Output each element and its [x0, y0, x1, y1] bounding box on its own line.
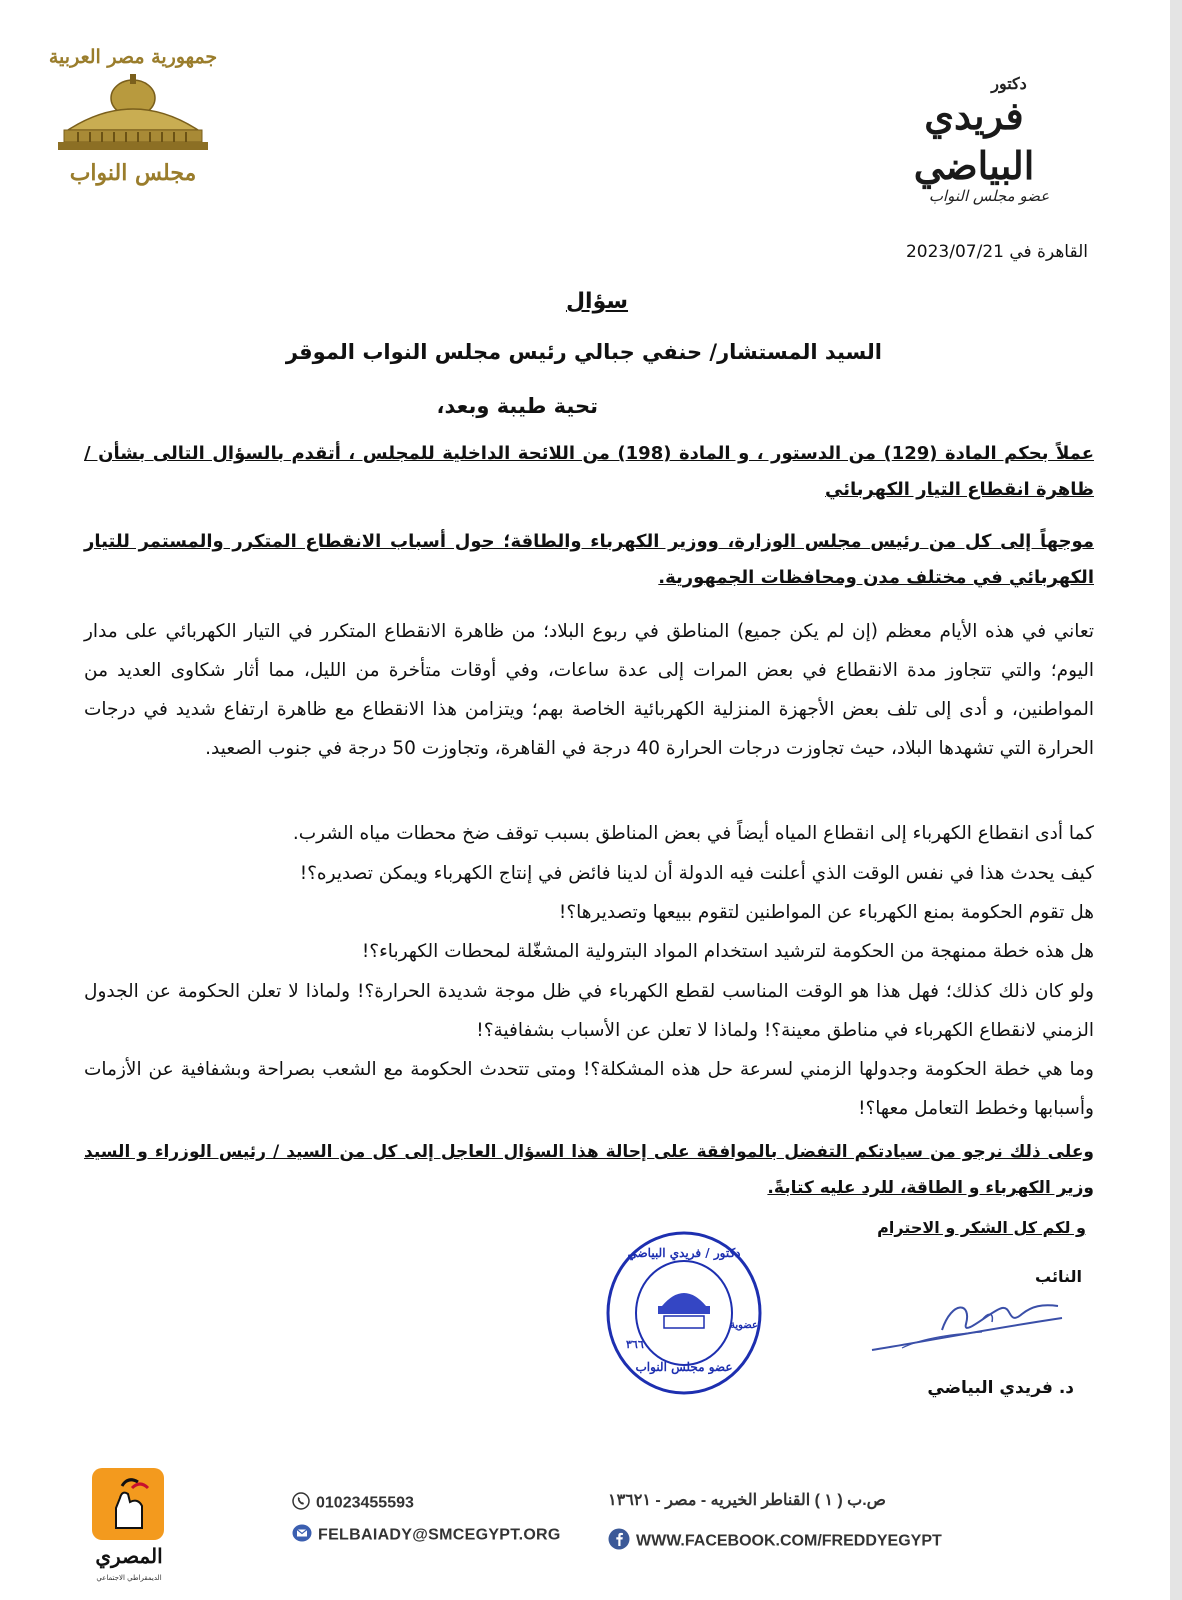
parliament-dome-icon	[48, 68, 218, 164]
party-subtitle: الديمقراطي الاجتماعي	[96, 1574, 162, 1582]
member-title: دكتور	[991, 74, 1027, 93]
member-subtitle: عضو مجلس النواب	[928, 187, 1050, 205]
footer-facebook	[608, 1528, 942, 1555]
question-plan: هل هذه خطة ممنهجة من الحكومة لترشيد استخدام المواد البترولية المشغّلة لمحطات الكهرباء؟!	[361, 941, 1094, 962]
facebook-url: WWW.FACEBOOK.COM/FREDDYEGYPT	[636, 1532, 942, 1550]
footer-phone	[292, 1492, 414, 1515]
party-fist-icon	[92, 1468, 164, 1540]
stamp-side-text: عضوية	[730, 1320, 758, 1331]
body-paragraph: تعاني في هذه الأيام معظم (إن لم يكن جميع) المناطق في ربوع البلاد؛ من ظاهرة الانقطاع المتكرر في التيار الكهربائي على مدار اليوم؛ والتي تتجاوز مدة الانقطاع في بعض المرات إلى عدة ساعات، وفي أوقات متأخرة من الليل، مما أثار شكاوى العديد من المواطنين، و أدى إلى تلف بعض الأجهزة المنزلية الكهربائية الخاصة بهم؛ ويتزامن هذا الانقطاع مع ظاهرة ارتفاع شديد في درجات الحرارة التي تشهدها البلاد، حيث تجاوزت درجات الحرارة 40 درجة في القاهرة، وتجاوزت 50 درجة في جنوب الصعيد.	[84, 621, 1094, 759]
document-title-text: سؤال	[565, 289, 629, 314]
body-line-water: كما أدى انقطاع الكهرباء إلى انقطاع المياه أيضاً في بعض المناطق بسبب توقف ضخ محطات مياه الشرب.	[292, 823, 1094, 844]
party-logo	[86, 1468, 172, 1588]
closing-thanks: و لكم كل الشكر و الاحترام	[877, 1218, 1086, 1237]
footer-address: ص.ب ( ١ ) القناطر الخيريه - مصر - ١٣٦٢١	[608, 1492, 887, 1509]
facebook-icon	[608, 1528, 630, 1555]
document-title	[0, 282, 1170, 322]
signer-role: النائب	[1035, 1267, 1082, 1286]
request-paragraph: وعلى ذلك نرجو من سيادتكم التفضل بالموافقة على إحالة هذا السؤال العاجل إلى كل من السيد / رئيس الوزراء و السيد وزير الكهرباء و الطاقة، للرد عليه كتابةً.	[84, 1142, 1094, 1198]
footer-email	[292, 1524, 561, 1547]
handwritten-signature	[862, 1290, 1082, 1370]
phone-number: 01023455593	[316, 1494, 414, 1512]
party-name: المصري	[95, 1544, 163, 1568]
phone-icon	[292, 1492, 310, 1515]
date-line: القاهرة في 2023/07/21	[905, 242, 1088, 262]
question-timing: ولو كان ذلك كذلك؛ فهل هذا هو الوقت المناسب لقطع الكهرباء في ظل موجة شديدة الحرارة؟! ولماذا لا تعلن الحكومة عن الجدول الزمني لانقطاع الكهرباء في مناطق معينة؟! ولماذا لا تعلن عن الأسباب بشفافية؟!	[84, 981, 1094, 1041]
stamp-top-text: دكتور / فريدي البياضي	[627, 1246, 741, 1260]
directed-to-paragraph: موجهاً إلى كل من رئيس مجلس الوزارة، ووزير الكهرباء والطاقة؛ حول أسباب الانقطاع المتكرر والمستمر للتيار الكهربائي في مختلف مدن ومحافظات الجمهورية.	[84, 531, 1094, 588]
parliament-crest	[48, 42, 218, 192]
addressee: السيد المستشار/ حنفي جبالي رئيس مجلس النواب الموقر	[285, 340, 882, 364]
question-surplus: كيف يحدث هذا في نفس الوقت الذي أعلنت فيه الدولة أن لدينا فائض في إنتاج الكهرباء ويمكن تصديره؟!	[299, 863, 1094, 884]
greeting: تحية طيبة وبعد،	[436, 394, 598, 418]
member-logo	[884, 74, 1064, 205]
email-address: FELBAIADY@SMCEGYPT.ORG	[318, 1526, 561, 1544]
official-stamp	[604, 1228, 764, 1398]
crest-bottom-text: مجلس النواب	[69, 160, 197, 186]
question-export: هل تقوم الحكومة بمنع الكهرباء عن المواطنين لتقوم ببيعها وتصديرها؟!	[558, 902, 1094, 923]
signer-name: د. فريدي البياضي	[927, 1378, 1074, 1398]
question-schedule: وما هي خطة الحكومة وجدولها الزمني لسرعة حل هذه المشكلة؟! ومتى تتحدث الحكومة مع الشعب بصراحة وبشفافية عن الأزمات وأسبابها وخطط التعامل معها؟!	[84, 1059, 1094, 1119]
email-icon	[292, 1524, 312, 1547]
stamp-bottom-text: عضو مجلس النواب	[635, 1360, 733, 1374]
member-name: فريدي البياضي	[913, 93, 1035, 188]
page-edge	[1170, 0, 1182, 1600]
stamp-number: ٣٦٦	[626, 1338, 644, 1351]
crest-top-text: جمهورية مصر العربية	[48, 46, 218, 68]
reference-paragraph: عملاً بحكم المادة (129) من الدستور ، و المادة (198) من اللائحة الداخلية للمجلس ، أتقدم بالسؤال التالى بشأن / ظاهرة انقطاع التيار الكهربائي	[84, 443, 1094, 500]
